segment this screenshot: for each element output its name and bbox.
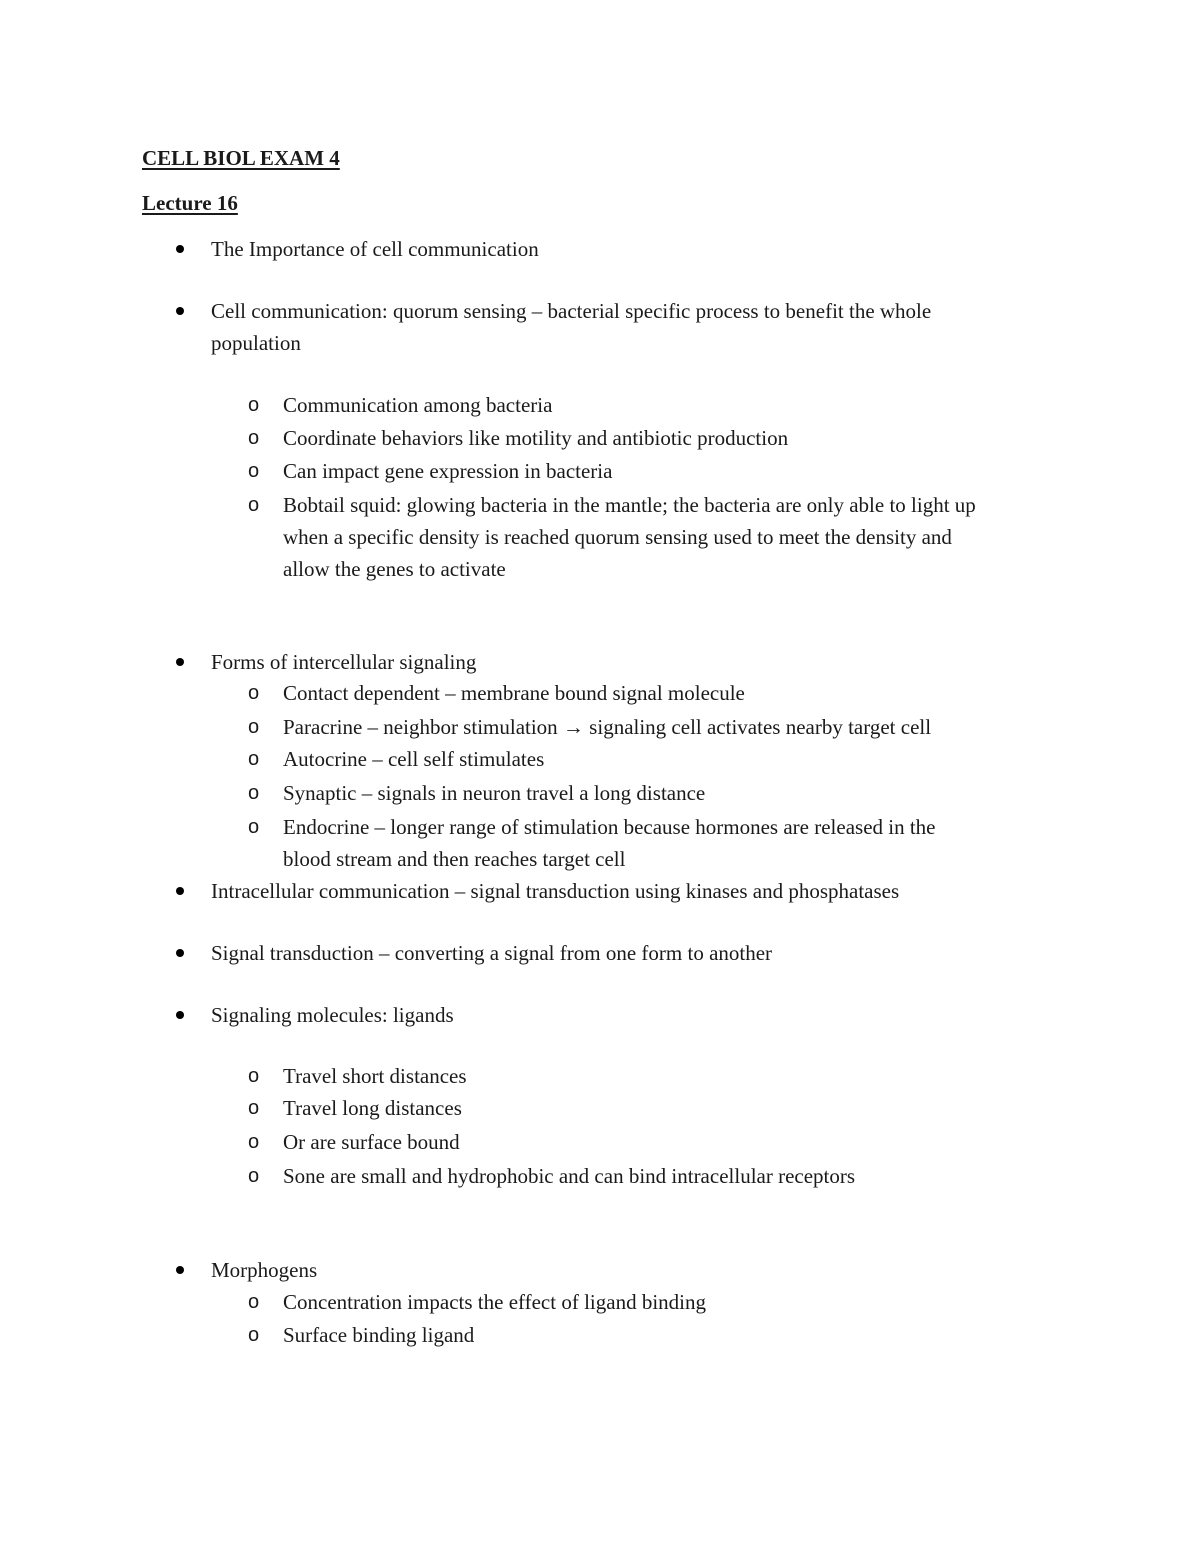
sub-bullet-icon: o xyxy=(248,1165,260,1187)
sub-bullet-icon: o xyxy=(248,748,260,770)
sub-bullet-icon: o xyxy=(248,394,260,416)
document-title: CELL BIOL EXAM 4 xyxy=(142,146,340,170)
sub-bullet-icon: o xyxy=(248,1324,260,1346)
sub-list-item: Bobtail squid: glowing bacteria in the mantle; the bacteria are only able to light up xyxy=(283,493,976,517)
sub-list-item: Paracrine – neighbor stimulation → signaling cell activates nearby target cell xyxy=(283,715,932,739)
sub-list-item: Travel long distances xyxy=(283,1096,462,1120)
sub-list-item-continuation: when a specific density is reached quorum sensing used to meet the density and xyxy=(283,525,952,549)
section-heading: Lecture 16 xyxy=(142,191,238,215)
sub-bullet-icon: o xyxy=(248,1097,260,1119)
bullet-icon xyxy=(176,307,184,315)
list-item: The Importance of cell communication xyxy=(211,237,539,261)
sub-bullet-icon: o xyxy=(248,682,260,704)
list-item: Signal transduction – converting a signal from one form to another xyxy=(211,941,773,965)
list-item: Cell communication: quorum sensing – bacterial specific process to benefit the whole xyxy=(211,299,932,323)
sub-bullet-icon: o xyxy=(248,1131,260,1153)
sub-bullet-icon: o xyxy=(248,460,260,482)
list-item: Forms of intercellular signaling xyxy=(211,650,477,674)
sub-bullet-icon: o xyxy=(248,494,260,516)
bullet-icon xyxy=(176,887,184,895)
list-item-continuation: population xyxy=(211,331,301,355)
bullet-icon xyxy=(176,1011,184,1019)
sub-list-item-continuation: blood stream and then reaches target cell xyxy=(283,847,626,871)
sub-bullet-icon: o xyxy=(248,1291,260,1313)
sub-list-item: Contact dependent – membrane bound signal molecule xyxy=(283,681,745,705)
list-item: Signaling molecules: ligands xyxy=(211,1003,454,1027)
sub-list-item: Endocrine – longer range of stimulation because hormones are released in the xyxy=(283,815,936,839)
sub-list-item: Surface binding ligand xyxy=(283,1323,475,1347)
sub-list-item: Synaptic – signals in neuron travel a long distance xyxy=(283,781,706,805)
sub-bullet-icon: o xyxy=(248,1065,260,1087)
bullet-icon xyxy=(176,949,184,957)
sub-list-item: Coordinate behaviors like motility and antibiotic production xyxy=(283,426,789,450)
sub-bullet-icon: o xyxy=(248,782,260,804)
bullet-icon xyxy=(176,1266,184,1274)
sub-bullet-icon: o xyxy=(248,716,260,738)
sub-list-item: Communication among bacteria xyxy=(283,393,553,417)
list-item: Morphogens xyxy=(211,1258,318,1282)
sub-bullet-icon: o xyxy=(248,427,260,449)
sub-list-item-continuation: allow the genes to activate xyxy=(283,557,506,581)
list-item: Intracellular communication – signal transduction using kinases and phosphatases xyxy=(211,879,900,903)
bullet-icon xyxy=(176,245,184,253)
sub-list-item: Sone are small and hydrophobic and can bind intracellular receptors xyxy=(283,1164,856,1188)
sub-list-item: Travel short distances xyxy=(283,1064,467,1088)
sub-list-item: Can impact gene expression in bacteria xyxy=(283,459,613,483)
sub-bullet-icon: o xyxy=(248,816,260,838)
sub-list-item: Autocrine – cell self stimulates xyxy=(283,747,545,771)
bullet-icon xyxy=(176,658,184,666)
sub-list-item: Or are surface bound xyxy=(283,1130,460,1154)
sub-list-item: Concentration impacts the effect of ligand binding xyxy=(283,1290,706,1314)
